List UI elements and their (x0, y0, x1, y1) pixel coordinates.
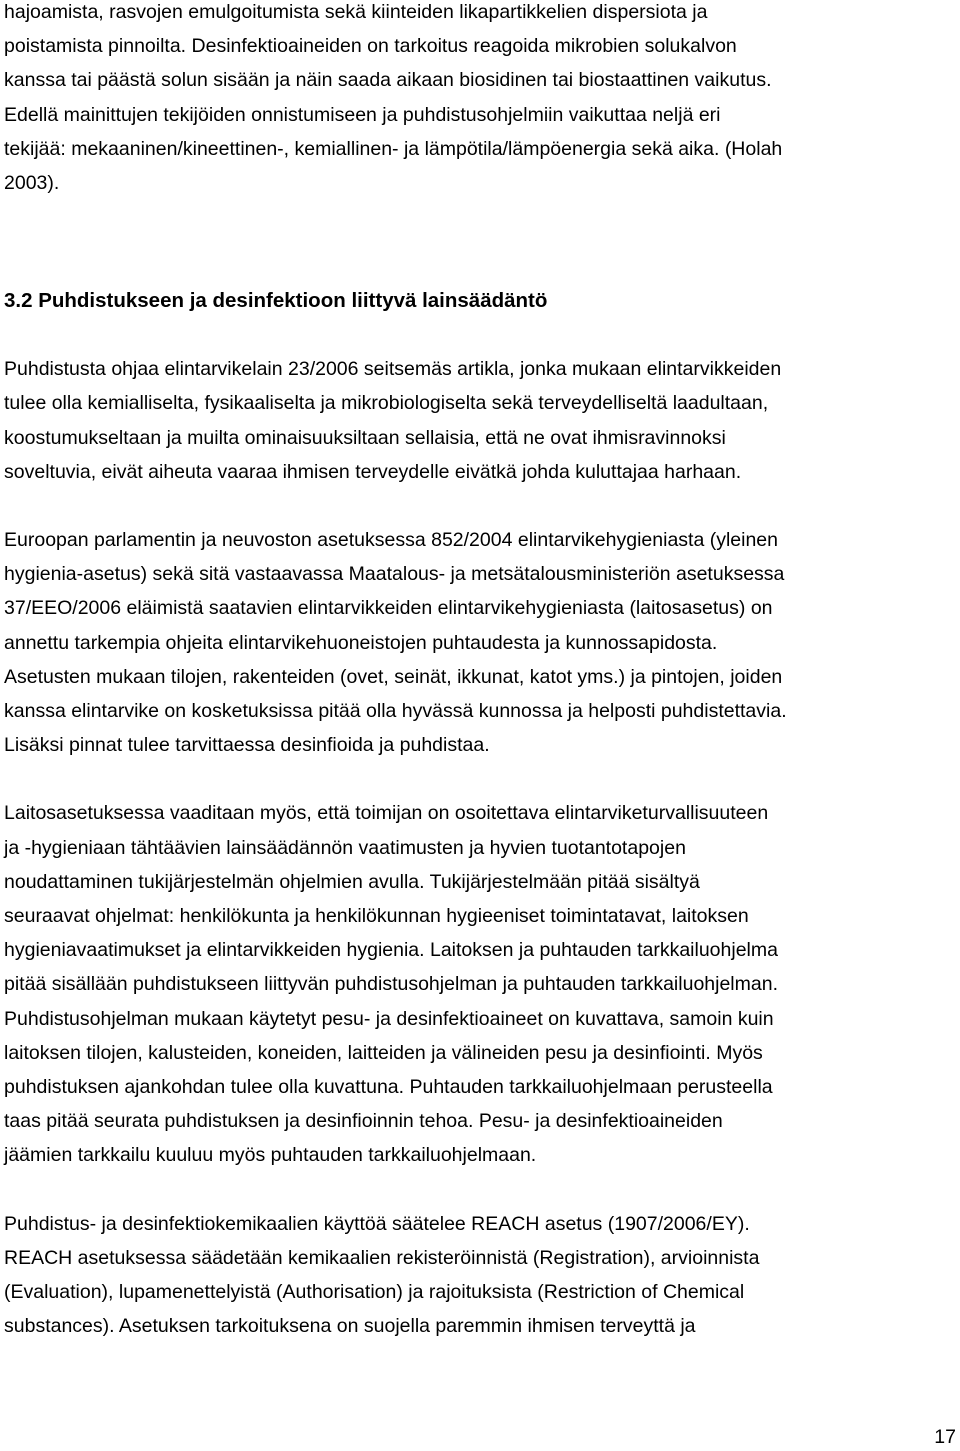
text-line: Puhdistusta ohjaa elintarvikelain 23/2006 seitsemäs artikla, jonka mukaan elintarvikkeiden (4, 358, 782, 381)
text-line: 37/EEO/2006 eläimistä saatavien elintarvikkeiden elintarvikehygieniasta (laitosasetus) on (4, 597, 773, 620)
text-line: 2003). (4, 172, 60, 195)
text-line: taas pitää seurata puhdistuksen ja desinfioinnin tehoa. Pesu- ja desinfektioaineiden (4, 1110, 723, 1133)
text-line: Puhdistusohjelman mukaan käytetyt pesu- ja desinfektioaineet on kuvattava, samoin kuin (4, 1007, 774, 1030)
text-line: Asetusten mukaan tilojen, rakenteiden (ovet, seinät, ikkunat, katot yms.) ja pintojen, joiden (4, 665, 783, 688)
paragraph-food-law (4, 352, 954, 489)
text-line: annettu tarkempia ohjeita elintarvikehuoneistojen puhtaudesta ja kunnossapidosta. (4, 631, 718, 654)
text-line: tulee olla kemialliselta, fysikaaliselta ja mikrobiologiselta sekä terveydelliseltä laadultaan, (4, 392, 769, 415)
text-line: jäämien tarkkailu kuuluu myös puhtauden tarkkailuohjelmaan. (4, 1144, 537, 1167)
text-line: Euroopan parlamentin ja neuvoston asetuksessa 852/2004 elintarvikehygieniasta (yleinen (4, 529, 779, 552)
text-line: Puhdistus- ja desinfektiokemikaalien käyttöä säätelee REACH asetus (1907/2006/EY). (4, 1212, 750, 1235)
text-line: puhdistuksen ajankohdan tulee olla kuvattuna. Puhtauden tarkkailuohjelmaan perusteella (4, 1076, 773, 1099)
text-line: (Evaluation), lupamenettelyistä (Authorisation) ja rajoituksista (Restriction of Chemical (4, 1281, 745, 1304)
text-line: pitää sisällään puhdistukseen liittyvän puhdistusohjelman ja puhtauden tarkkailuohjelman. (4, 973, 778, 996)
text-line: poistamista pinnoilta. Desinfektioaineiden on tarkoitus reagoida mikrobien solukalvon (4, 35, 737, 58)
text-line: seuraavat ohjelmat: henkilökunta ja henkilökunnan hygieeniset toimintatavat, laitoksen (4, 905, 749, 928)
text-line: tekijää: mekaaninen/kineettinen-, kemiallinen- ja lämpötila/lämpöenergia sekä aika. (Holah (4, 137, 783, 160)
text-line: hygienia-asetus) sekä sitä vastaavassa Maatalous- ja metsätalousministeriön asetuksessa (4, 563, 785, 586)
paragraph-plant-regulation (4, 796, 954, 1172)
text-line: ja -hygieniaan tähtäävien lainsäädännön vaatimusten ja hyvien tuotantotapojen (4, 836, 686, 859)
text-line: Lisäksi pinnat tulee tarvittaessa desinfioida ja puhdistaa. (4, 734, 490, 757)
page-number: 17 (934, 1426, 956, 1448)
document-page (4, 0, 954, 1344)
text-line: kanssa tai päästä solun sisään ja näin saada aikaan biosidinen tai biostaattinen vaikutus. (4, 69, 772, 92)
text-line: koostumukseltaan ja muilta ominaisuuksiltaan sellaisia, että ne ovat ihmisravinnoksi (4, 426, 726, 449)
text-line: noudattaminen tukijärjestelmän ohjelmien avulla. Tukijärjestelmään pitää sisältyä (4, 870, 700, 893)
paragraph-eu-regulation (4, 523, 954, 762)
text-line: hajoamista, rasvojen emulgoitumista sekä kiinteiden likapartikkelien dispersiota ja (4, 1, 708, 23)
section-heading: 3.2 Puhdistukseen ja desinfektioon liittyvä lainsäädäntö (4, 289, 548, 313)
text-line: REACH asetuksessa säädetään kemikaalien rekisteröinnistä (Registration), arvioinnista (4, 1246, 760, 1269)
text-line: Laitosasetuksessa vaaditaan myös, että toimijan on osoitettava elintarviketurvallisuuteen (4, 802, 769, 825)
text-line: laitoksen tilojen, kalusteiden, koneiden, laitteiden ja välineiden pesu ja desinfiointi. Myös (4, 1041, 763, 1064)
text-line: substances). Asetuksen tarkoituksena on suojella paremmin ihmisen terveyttä ja (4, 1315, 696, 1338)
text-line: soveltuvia, eivät aiheuta vaaraa ihmisen terveydelle eivätkä johda kuluttajaa harhaan. (4, 460, 742, 483)
text-line: hygieniavaatimukset ja elintarvikkeiden hygienia. Laitoksen ja puhtauden tarkkailuohjelma (4, 939, 778, 962)
paragraph-intro (4, 0, 954, 200)
text-line: kanssa elintarvike on kosketuksissa pitää olla hyvässä kunnossa ja helposti puhdistettavia. (4, 700, 787, 723)
text-line: Edellä mainittujen tekijöiden onnistumiseen ja puhdistusohjelmiin vaikuttaa neljä eri (4, 103, 721, 126)
paragraph-reach (4, 1207, 954, 1344)
